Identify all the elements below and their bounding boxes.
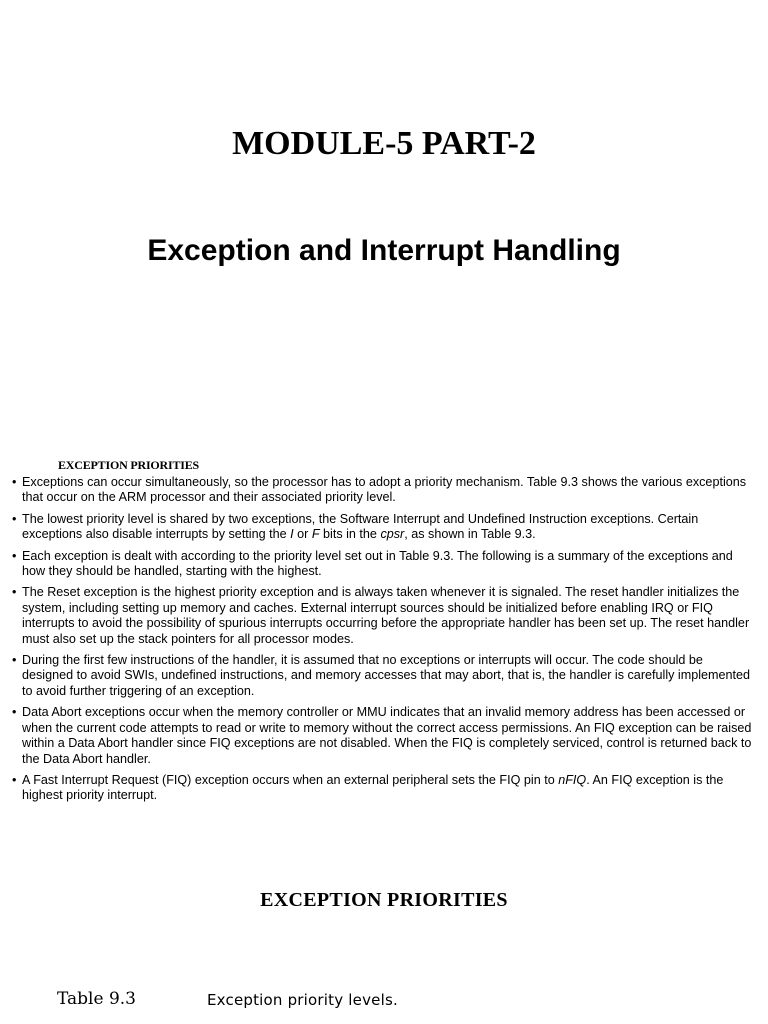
bullet-text: Exceptions can occur simultaneously, so the processor has to adopt a priority mechanism. Table 9.3 shows the various exceptions that occur on the ARM processor and their associated priority level.	[22, 475, 747, 505]
bullet-item	[12, 773, 756, 804]
section-heading: EXCEPTION PRIORITIES	[58, 458, 200, 472]
italic-term: cpsr	[380, 527, 405, 542]
bullet-text: . An FIQ exception is the highest priority interrupt.	[22, 772, 724, 803]
bullet-item	[12, 512, 756, 543]
section-title: EXCEPTION PRIORITIES	[260, 889, 508, 911]
bullet-text: During the first few instructions of the handler, it is assumed that no exceptions or interrupts will occur. The code should be designed to avoid SWIs, undefined instructions, and memory accesses that may abort, that is, the handler is carefully implemented to avoid further triggering of an exception.	[22, 653, 751, 698]
bullet-icon: •	[12, 772, 17, 787]
bullet-icon: •	[12, 548, 17, 563]
bullet-icon: •	[12, 475, 17, 489]
bullet-item	[12, 475, 756, 506]
module-title: MODULE-5 PART-2	[232, 125, 536, 162]
bullet-icon: •	[12, 705, 17, 720]
bullet-item	[12, 549, 756, 580]
bullet-text: The Reset exception is the highest priority exception and is always taken whenever it is signaled. The reset handler initializes the system, including setting up memory and caches. External interrupt sources should be initialized before enabling IRQ or FIQ interrupts to avoid the possibility of spurious interrupts occurring before the appropriate handler has been set up. The reset handler must also set up the stack pointers for all processor modes.	[22, 585, 750, 646]
italic-term: nFIQ	[558, 772, 587, 787]
bullet-icon: •	[12, 653, 17, 668]
bullet-text: The lowest priority level is shared by two exceptions, the Software Interrupt and Undefined Instruction exceptions. Certain exceptions also disable interrupts by setting the	[22, 511, 699, 542]
bullet-text: A Fast Interrupt Request (FIQ) exception occurs when an external peripheral sets the FIQ pin to	[22, 772, 559, 787]
bullet-text: bits in the	[319, 527, 381, 542]
bullet-text: Data Abort exceptions occur when the memory controller or MMU indicates that an invalid memory address has been accessed or when the current code attempts to read or write to memory without the correct access permissions. An FIQ exception can be raised within a Data Abort handler since FIQ exceptions are not disabled. When the FIQ is completely serviced, control is returned back to the Data Abort handler.	[22, 705, 752, 766]
bullet-list	[12, 475, 756, 810]
italic-term: I	[290, 527, 294, 542]
bullet-text: Each exception is dealt with according to the priority level set out in Table 9.3. The following is a summary of the exceptions and how they should be handled, starting with the highest.	[22, 548, 733, 579]
bullet-icon: •	[12, 585, 17, 600]
page-title: Exception and Interrupt Handling	[147, 234, 621, 267]
italic-term: F	[311, 527, 320, 542]
bullet-text: or	[293, 527, 312, 542]
bullet-icon: •	[12, 511, 17, 526]
bullet-text: , as shown in Table 9.3.	[404, 527, 536, 542]
bullet-item	[12, 585, 756, 647]
bullet-item	[12, 705, 756, 767]
table-label: Table 9.3	[57, 989, 136, 1009]
bullet-item	[12, 653, 756, 699]
table-caption: Exception priority levels.	[207, 991, 398, 1009]
